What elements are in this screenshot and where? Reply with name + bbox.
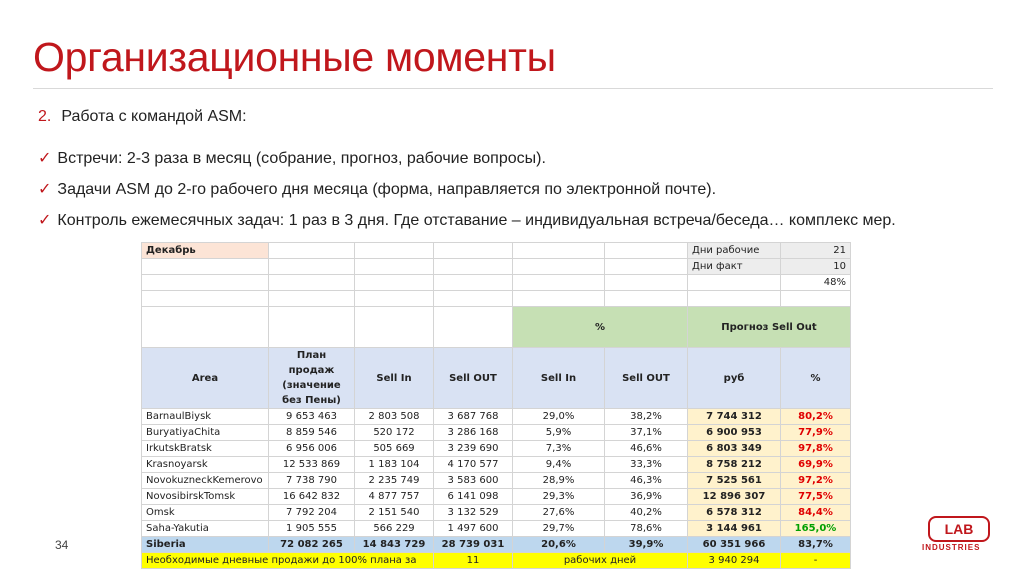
- sell-in-cell: 505 669: [355, 441, 434, 457]
- pct-out-cell: 37,1%: [605, 425, 688, 441]
- forecast-pct-cell: 83,7%: [781, 537, 851, 553]
- pct-group-header: %: [513, 307, 688, 348]
- total-row: [142, 537, 851, 553]
- forecast-rub-cell: 3 144 961: [688, 521, 781, 537]
- footer-row: [142, 553, 851, 569]
- area-cell: NovosibirskTomsk: [142, 489, 269, 505]
- forecast-pct-cell: 165,0%: [781, 521, 851, 537]
- group-header-row: [142, 307, 851, 348]
- table-row: [142, 275, 851, 291]
- column-header: Sell OUT: [434, 348, 513, 409]
- forecast-rub-cell: 6 803 349: [688, 441, 781, 457]
- pct-out-cell: 33,3%: [605, 457, 688, 473]
- fact-days-label: Дни факт: [688, 259, 781, 275]
- column-header: План продаж (значение без Пены): [269, 348, 355, 409]
- sell-out-cell: 3 687 768: [434, 409, 513, 425]
- check-icon: ✓: [38, 150, 52, 167]
- plan-cell: 16 642 832: [269, 489, 355, 505]
- page-number: 34: [55, 538, 69, 552]
- footer-dash: -: [781, 553, 851, 569]
- item-number: 2.: [38, 108, 52, 125]
- sell-in-cell: 566 229: [355, 521, 434, 537]
- sell-out-cell: 3 286 168: [434, 425, 513, 441]
- sell-in-cell: 14 843 729: [355, 537, 434, 553]
- sell-out-cell: 3 239 690: [434, 441, 513, 457]
- column-header: Sell OUT: [605, 348, 688, 409]
- bullet-text: Контроль ежемесячных задач: 1 раз в 3 дня. Где отставание – индивидуальная встреча/беседа… комплекс мер.: [57, 212, 896, 229]
- forecast-rub-cell: 8 758 212: [688, 457, 781, 473]
- area-cell: BuryatiyaChita: [142, 425, 269, 441]
- forecast-pct-cell: 97,2%: [781, 473, 851, 489]
- work-days-label: Дни рабочие: [688, 243, 781, 259]
- plan-cell: 9 653 463: [269, 409, 355, 425]
- numbered-item: [38, 108, 247, 126]
- area-cell: Krasnoyarsk: [142, 457, 269, 473]
- sell-out-cell: 3 583 600: [434, 473, 513, 489]
- pct-out-cell: 78,6%: [605, 521, 688, 537]
- area-cell: IrkutskBratsk: [142, 441, 269, 457]
- column-header: %: [781, 348, 851, 409]
- table-row: [142, 521, 851, 537]
- sell-in-cell: 520 172: [355, 425, 434, 441]
- area-cell: NovokuzneckKemerovo: [142, 473, 269, 489]
- pct-in-cell: 5,9%: [513, 425, 605, 441]
- bullet-text: Встречи: 2-3 раза в месяц (собрание, прогноз, рабочие вопросы).: [57, 150, 546, 167]
- pct-out-cell: 46,3%: [605, 473, 688, 489]
- footer-value: 3 940 294: [688, 553, 781, 569]
- bullet-text: Задачи ASM до 2-го рабочего дня месяца (форма, направляется по электронной почте).: [57, 181, 717, 198]
- sell-in-cell: 4 877 757: [355, 489, 434, 505]
- plan-cell: 7 738 790: [269, 473, 355, 489]
- title-divider: [33, 88, 993, 89]
- pct-in-cell: 29,3%: [513, 489, 605, 505]
- check-icon: ✓: [38, 212, 52, 229]
- pct-in-cell: 20,6%: [513, 537, 605, 553]
- pct-in-cell: 29,0%: [513, 409, 605, 425]
- column-header: Area: [142, 348, 269, 409]
- area-cell: Omsk: [142, 505, 269, 521]
- lab-industries-logo: [922, 516, 998, 556]
- plan-cell: 72 082 265: [269, 537, 355, 553]
- pct-out-cell: 40,2%: [605, 505, 688, 521]
- table-row: [142, 425, 851, 441]
- sell-out-cell: 6 141 098: [434, 489, 513, 505]
- bullet-list: [38, 148, 896, 241]
- forecast-rub-cell: 60 351 966: [688, 537, 781, 553]
- plan-cell: 7 792 204: [269, 505, 355, 521]
- plan-cell: 12 533 869: [269, 457, 355, 473]
- table-row: [142, 473, 851, 489]
- sell-out-cell: 28 739 031: [434, 537, 513, 553]
- forecast-pct-cell: 69,9%: [781, 457, 851, 473]
- work-days-value: 21: [781, 243, 851, 259]
- pct-out-cell: 38,2%: [605, 409, 688, 425]
- table-row: [142, 441, 851, 457]
- area-cell: Siberia: [142, 537, 269, 553]
- pct-out-cell: 46,6%: [605, 441, 688, 457]
- column-header: Sell In: [355, 348, 434, 409]
- forecast-rub-cell: 6 900 953: [688, 425, 781, 441]
- pct-in-cell: 7,3%: [513, 441, 605, 457]
- logo-bottom: INDUSTRIES: [922, 543, 981, 552]
- forecast-rub-cell: 12 896 307: [688, 489, 781, 505]
- forecast-pct-cell: 84,4%: [781, 505, 851, 521]
- sell-out-cell: 1 497 600: [434, 521, 513, 537]
- plan-cell: 1 905 555: [269, 521, 355, 537]
- sell-in-cell: 2 151 540: [355, 505, 434, 521]
- footer-days-label: рабочих дней: [513, 553, 688, 569]
- pct-in-cell: 27,6%: [513, 505, 605, 521]
- pct-out-cell: 39,9%: [605, 537, 688, 553]
- pct-in-cell: 9,4%: [513, 457, 605, 473]
- sell-in-cell: 2 235 749: [355, 473, 434, 489]
- slide-title: Организационные моменты: [33, 34, 556, 80]
- bullet-item: [38, 148, 896, 179]
- pct-in-cell: 28,9%: [513, 473, 605, 489]
- table-row: [142, 243, 851, 259]
- table-row: [142, 409, 851, 425]
- sell-out-cell: 3 132 529: [434, 505, 513, 521]
- check-icon: ✓: [38, 181, 52, 198]
- area-cell: Saha-Yakutia: [142, 521, 269, 537]
- plan-cell: 6 956 006: [269, 441, 355, 457]
- column-header: руб: [688, 348, 781, 409]
- forecast-pct-cell: 97,8%: [781, 441, 851, 457]
- area-cell: BarnaulBiysk: [142, 409, 269, 425]
- footer-days: 11: [434, 553, 513, 569]
- forecast-group-header: Прогноз Sell Out: [688, 307, 851, 348]
- column-header: Sell In: [513, 348, 605, 409]
- table-row: [142, 457, 851, 473]
- column-header-row: [142, 348, 851, 409]
- sell-in-cell: 2 803 508: [355, 409, 434, 425]
- sell-in-cell: 1 183 104: [355, 457, 434, 473]
- item-text: Работа с командой ASM:: [61, 108, 247, 125]
- bullet-item: [38, 210, 896, 241]
- table-row: [142, 489, 851, 505]
- table-row: [142, 505, 851, 521]
- month-cell: Декабрь: [142, 243, 269, 259]
- plan-cell: 8 859 546: [269, 425, 355, 441]
- fact-days-value: 10: [781, 259, 851, 275]
- fact-pct-value: 48%: [781, 275, 851, 291]
- footer-label: Необходимые дневные продажи до 100% плана за: [142, 553, 434, 569]
- sell-out-cell: 4 170 577: [434, 457, 513, 473]
- forecast-pct-cell: 77,5%: [781, 489, 851, 505]
- forecast-rub-cell: 7 744 312: [688, 409, 781, 425]
- forecast-rub-cell: 7 525 561: [688, 473, 781, 489]
- forecast-pct-cell: 80,2%: [781, 409, 851, 425]
- forecast-pct-cell: 77,9%: [781, 425, 851, 441]
- pct-out-cell: 36,9%: [605, 489, 688, 505]
- bullet-item: [38, 179, 896, 210]
- table-row: [142, 291, 851, 307]
- forecast-rub-cell: 6 578 312: [688, 505, 781, 521]
- pct-in-cell: 29,7%: [513, 521, 605, 537]
- logo-top: LAB: [928, 516, 990, 542]
- sales-table: [141, 242, 851, 569]
- table-row: [142, 259, 851, 275]
